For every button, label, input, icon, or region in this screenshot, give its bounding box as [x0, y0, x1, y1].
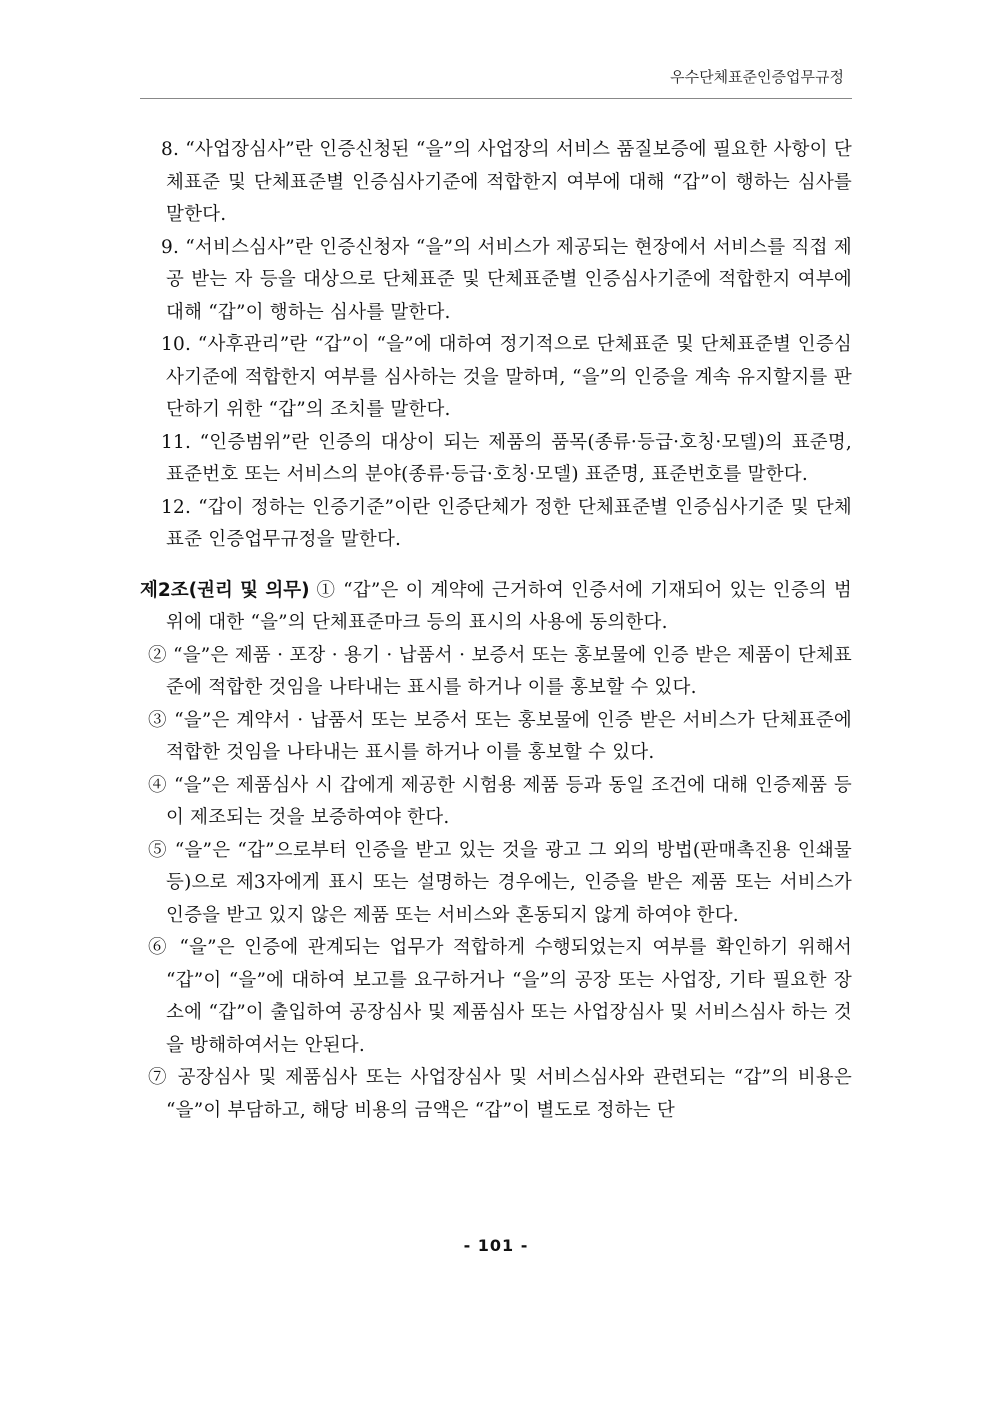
clause-4: ④ “을”은 제품심사 시 갑에게 제공한 시험용 제품 등과 동일 조건에 대해 인증제품 등이 제조되는 것을 보증하여야 한다.: [148, 774, 852, 828]
article-2-title: 제2조(권리 및 의무): [140, 579, 310, 601]
definition-item-9: 9. “서비스심사”란 인증신청자 “을”의 서비스가 제공되는 현장에서 서비스를 직접 제공 받는 자 등을 대상으로 단체표준 및 단체표준별 인증심사기준에 적합한지 여부에 대해 “갑”이 행하는 심사를 말한다.: [161, 236, 852, 323]
document-body: [140, 134, 852, 1127]
definition-item-8: 8. “사업장심사”란 인증신청된 “을”의 사업장의 서비스 품질보증에 필요한 사항이 단체표준 및 단체표준별 인증심사기준에 적합한지 여부에 대해 “갑”이 행하는 심사를 말한다.: [161, 139, 852, 225]
page-number: - 101 -: [463, 1236, 529, 1255]
clause-5: ⑤ “을”은 “갑”으로부터 인증을 받고 있는 것을 광고 그 외의 방법(판매촉진용 인쇄물 등)으로 제3자에게 표시 또는 설명하는 경우에는, 인증을 받은 제품 또는 서비스가 인증을 받고 있지 않은 제품 또는 서비스와 혼동되지 않게 하여야 한다.: [148, 839, 852, 926]
definition-item-12: 12. “갑이 정하는 인증기준”이란 인증단체가 정한 단체표준별 인증심사기준 및 단체표준 인증업무규정을 말한다.: [161, 496, 852, 550]
header-rule: [140, 98, 852, 99]
clause-1-text: ① “갑”은 이 계약에 근거하여 인증서에 기재되어 있는 인증의 범위에 대한 “을”의 단체표준마크 등의 표시의 사용에 동의한다.: [166, 579, 852, 633]
clause-2: ② “을”은 제품 · 포장 · 용기 · 납품서 · 보증서 또는 홍보물에 인증 받은 제품이 단체표준에 적합한 것임을 나타내는 표시를 하거나 이를 홍보할 수 있다.: [148, 644, 852, 698]
definition-item-11: 11. “인증범위”란 인증의 대상이 되는 제품의 품목(종류·등급·호칭·모델)의 표준명, 표준번호 또는 서비스의 분야(종류·등급·호칭·모델) 표준명, 표준번호를 말한다.: [161, 431, 852, 485]
clause-6: ⑥ “을”은 인증에 관계되는 업무가 적합하게 수행되었는지 여부를 확인하기 위해서 “갑”이 “을”에 대하여 보고를 요구하거나 “을”의 공장 또는 사업장, 기타 필요한 장소에 “갑”이 출입하여 공장심사 및 제품심사 또는 사업장심사 및 서비스심사 하는 것을 방해하여서는 안된다.: [148, 937, 852, 1056]
header-title: 우수단체표준인증업무규정: [670, 68, 844, 86]
article-2-clause-1: [140, 575, 852, 640]
clause-3: ③ “을”은 계약서 · 납품서 또는 보증서 또는 홍보물에 인증 받은 서비스가 단체표준에 적합한 것임을 나타내는 표시를 하거나 이를 홍보할 수 있다.: [148, 709, 852, 763]
clause-7: ⑦ 공장심사 및 제품심사 또는 사업장심사 및 서비스심사와 관련되는 “갑”의 비용은 “을”이 부담하고, 해당 비용의 금액은 “갑”이 별도로 정하는 단: [148, 1067, 852, 1121]
definition-item-10: 10. “사후관리”란 “갑”이 “을”에 대하여 정기적으로 단체표준 및 단체표준별 인증심사기준에 적합한지 여부를 심사하는 것을 말하며, “을”의 인증을 계속 유지할지를 판단하기 위한 “갑”의 조치를 말한다.: [161, 334, 852, 420]
